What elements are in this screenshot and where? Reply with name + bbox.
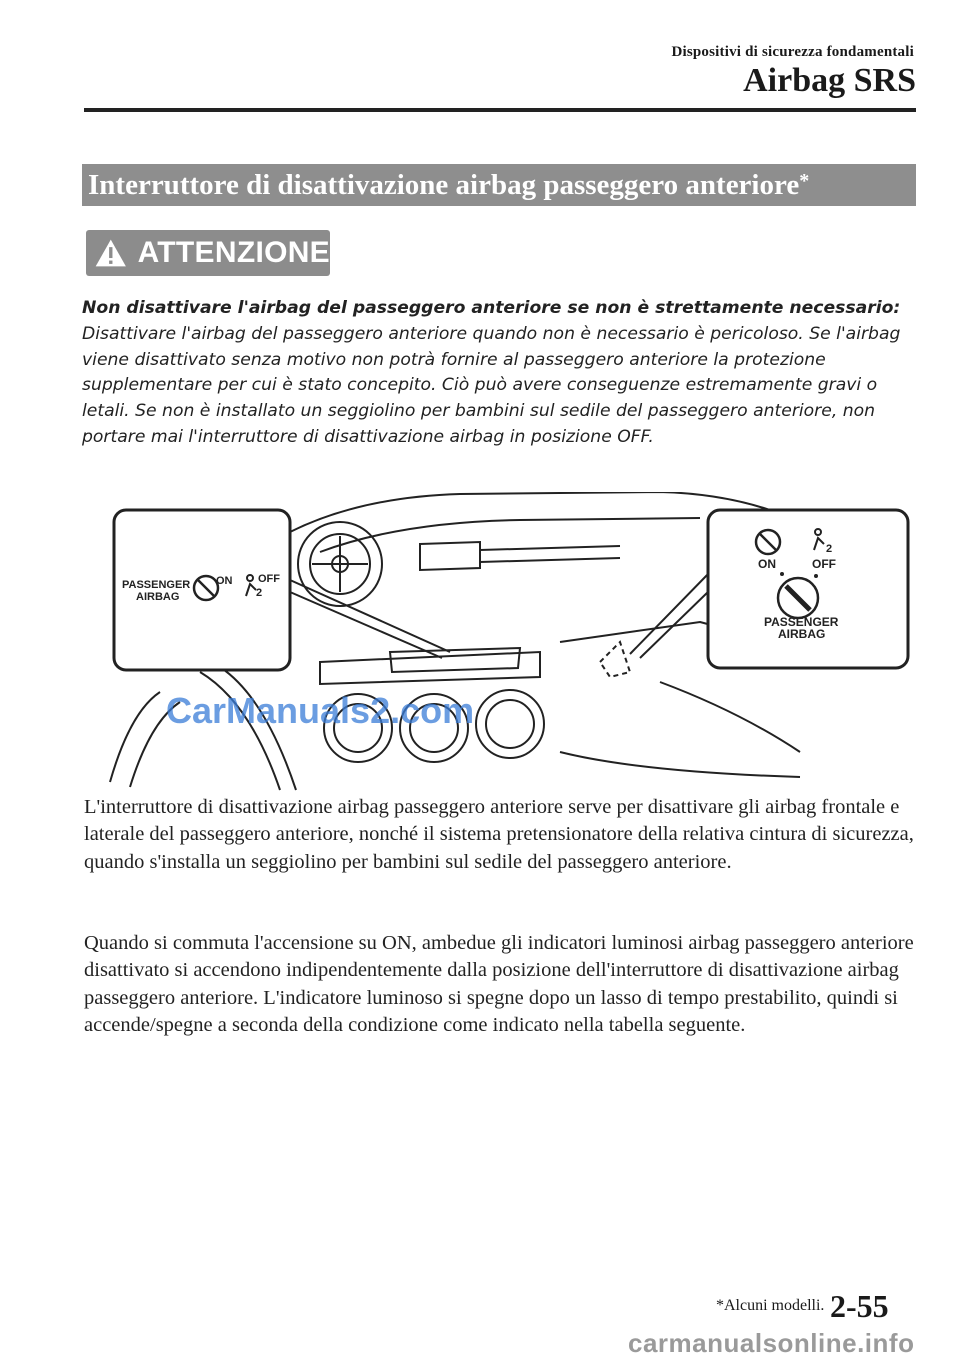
page-number: 2-55 (830, 1288, 889, 1324)
right-digit: 2 (826, 543, 833, 555)
section-title: Interruttore di disattivazione airbag passeggero anteriore (88, 168, 800, 201)
left-digit: 2 (256, 587, 263, 599)
body-paragraph-2: Quando si commuta l'accensione su ON, ambedue gli indicatori luminosi airbag passeggero anteriore disattivato si accendono indipendentemente dalla posizione dell'interruttore di disattivazione airbag passeggero anteriore. L'indicatore luminoso si spegne dopo un lasso di tempo prestabilito, quindi si accende/spegne a seconda della condizione come indicato nella tabella seguente. (84, 932, 914, 1037)
warning-badge (86, 230, 330, 276)
left-on-label: ON (216, 575, 233, 587)
left-off-label: OFF (258, 573, 280, 585)
watermark-logo: CarManuals2.com (166, 690, 475, 731)
right-on-label: ON (758, 557, 776, 571)
left-passenger-label: PASSENGER (122, 579, 191, 591)
warning-text (82, 296, 922, 451)
body-paragraph-1: L'interruttore di disattivazione airbag passeggero anteriore serve per disattivare gli airbag frontale e laterale del passeggero anteriore, nonché il sistema pretensionatore della relativa cintura di sicurezza, quando s'installa un seggiolino per bambini sul sedile del passeggero anteriore. (84, 796, 914, 873)
header-title: Airbag SRS (743, 62, 916, 99)
site-watermark: carmanualsonline.info (628, 1328, 915, 1358)
warning-label: ATTENZIONE (137, 236, 330, 269)
right-passenger-label: PASSENGER (764, 615, 839, 629)
header-rule (84, 108, 916, 112)
header-section: Dispositivi di sicurezza fondamentali (671, 44, 914, 60)
right-off-label: OFF (812, 557, 836, 571)
right-airbag-label: AIRBAG (778, 627, 826, 641)
warning-triangle-icon (94, 235, 128, 271)
warning-headline: Non disattivare l'airbag del passeggero anteriore se non è strettamente necessario: (82, 298, 901, 318)
warning-body: Disattivare l'airbag del passeggero anteriore quando non è necessario è pericoloso. Se l'airbag viene disattivato senza motivo non potrà fornire al passeggero anteriore la protezione supplementare per cui è stato concepito. Ciò può avere conseguenze estremamente gravi o letali. Se non è installato un seggiolino per bambini sul sedile del passeggero anteriore, non portare mai l'interruttore di disattivazione airbag in posizione OFF. (82, 323, 901, 447)
footnote: *Alcuni modelli. (716, 1297, 825, 1314)
section-title-bar (82, 164, 916, 206)
dashboard-illustration (100, 492, 920, 792)
left-airbag-label: AIRBAG (136, 591, 180, 603)
asterisk-mark: * (799, 169, 810, 192)
